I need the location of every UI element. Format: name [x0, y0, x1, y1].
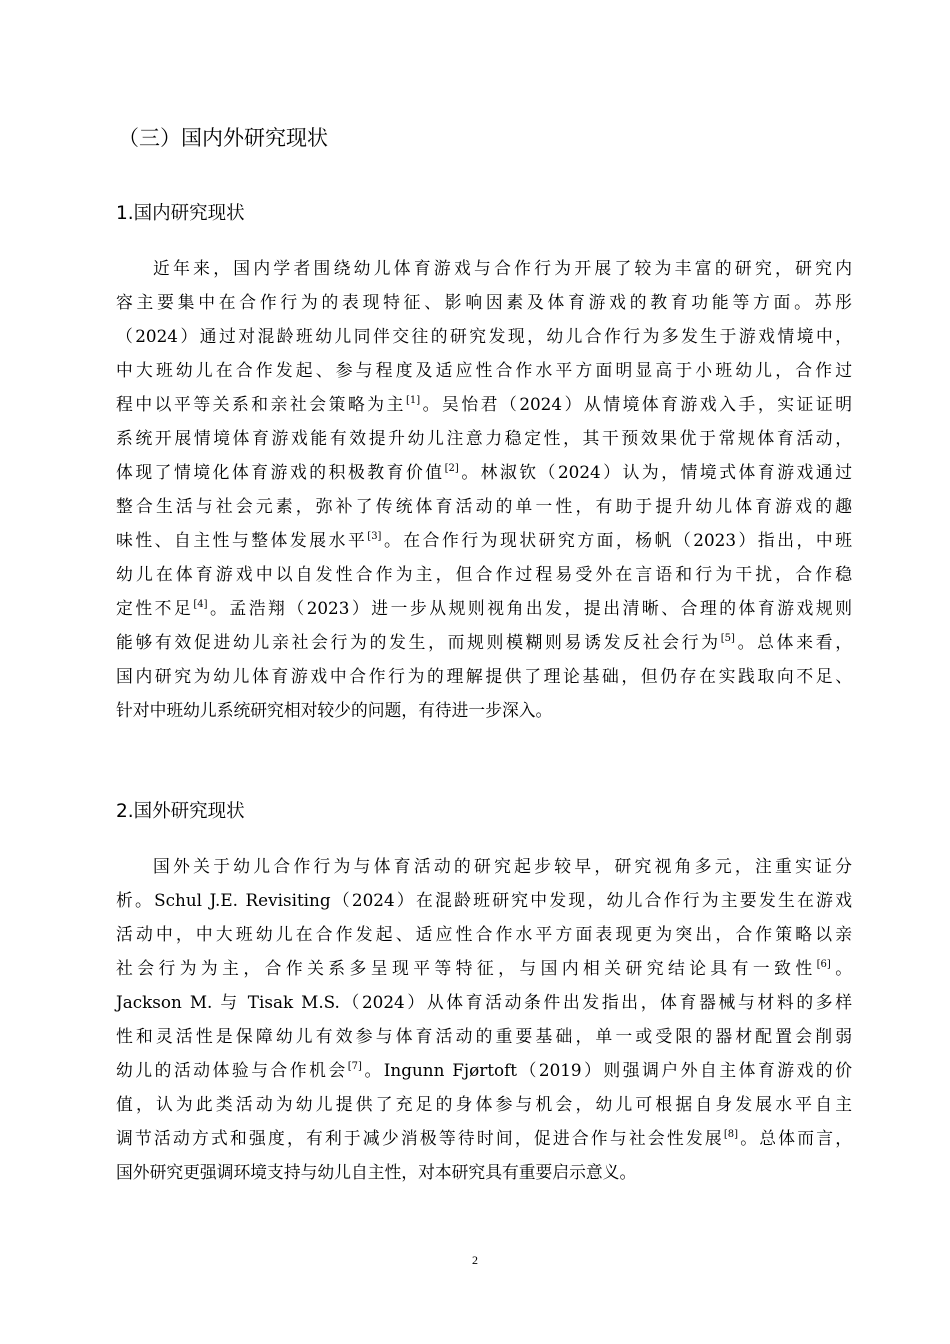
line-text: 国内研究为幼儿体育游戏中合作行为的理解提供了理论基础，但仍存在实践取向不足、	[116, 666, 852, 686]
citation-ref: [2]	[444, 463, 459, 474]
line-text-cont: 。在合作行为现状研究方面，杨帆（2023）指出，中班	[381, 530, 852, 550]
text-line	[116, 985, 852, 1019]
text-line	[116, 353, 852, 387]
citation-ref: [7]	[347, 1061, 362, 1072]
line-text: 近年来，国内学者围绕幼儿体育游戏与合作行为开展了较为丰富的研究，研究内	[153, 258, 852, 278]
line-text: 定性不足	[116, 598, 194, 618]
text-line	[116, 455, 852, 489]
foreign-paragraph	[116, 849, 852, 1189]
line-text: 系统开展情境体育游戏能有效提升幼儿注意力稳定性，其干预效果优于常规体育活动，	[116, 428, 852, 448]
text-line	[116, 319, 852, 353]
text-line	[116, 489, 852, 523]
domestic-paragraph	[116, 251, 852, 727]
line-text-cont: 。	[830, 958, 852, 978]
citation-ref: [1]	[405, 395, 421, 406]
line-text-cont: 。孟浩翔（2023）进一步从规则视角出发，提出清晰、合理的体育游戏规则	[207, 598, 852, 618]
citation-ref: [8]	[723, 1129, 739, 1140]
line-text-cont: 。总体来看，	[734, 632, 852, 652]
citation-ref: [6]	[816, 959, 831, 970]
domestic-heading: 1.国内研究现状	[116, 203, 245, 224]
text-line	[116, 421, 852, 455]
line-text: 值，认为此类活动为幼儿提供了充足的身体参与机会，幼儿可根据自身发展水平自主	[116, 1094, 852, 1114]
line-text: 析。Schul J.E. Revisiting（2024）在混龄班研究中发现，幼儿合作行为主要发生在游戏	[116, 890, 852, 910]
text-line	[116, 523, 852, 557]
line-text-cont: 。总体而言，	[738, 1128, 852, 1148]
line-text: （2024）通过对混龄班幼儿同伴交往的研究发现，幼儿合作行为多发生于游戏情境中，	[116, 326, 852, 346]
text-line	[116, 1121, 852, 1155]
foreign-heading: 2.国外研究现状	[116, 801, 245, 822]
text-line	[116, 285, 852, 319]
section-title: （三）国内外研究现状	[118, 126, 328, 150]
line-text: 整合生活与社会元素，弥补了传统体育活动的单一性，有助于提升幼儿体育游戏的趣	[116, 496, 852, 516]
text-line	[116, 1053, 852, 1087]
line-text: 幼儿的活动体验与合作机会	[116, 1060, 348, 1080]
line-text: 体现了情境化体育游戏的积极教育价值	[116, 462, 445, 482]
line-text-cont: 。吴怡君（2024）从情境体育游戏入手，实证证明	[420, 394, 852, 414]
line-text: 性和灵活性是保障幼儿有效参与体育活动的重要基础，单一或受限的器材配置会削弱	[116, 1026, 852, 1046]
line-text: 国外研究更强调环境支持与幼儿自主性，对本研究具有重要启示意义。	[116, 1162, 637, 1182]
text-line	[116, 849, 852, 883]
line-text: 容主要集中在合作行为的表现特征、影响因素及体育游戏的教育功能等方面。苏彤	[116, 292, 852, 312]
line-text: 程中以平等关系和亲社会策略为主	[116, 394, 406, 414]
page-number: 2	[472, 1253, 478, 1267]
text-line	[116, 1087, 852, 1121]
citation-ref: [5]	[720, 633, 735, 644]
line-text-cont: 。林淑钦（2024）认为，情境式体育游戏通过	[458, 462, 852, 482]
text-line	[116, 659, 852, 693]
citation-ref: [3]	[367, 531, 382, 542]
text-line	[116, 251, 852, 285]
text-line	[116, 693, 852, 727]
line-text: 味性、自主性与整体发展水平	[116, 530, 368, 550]
text-line	[116, 625, 852, 659]
line-text: 调节活动方式和强度，有利于减少消极等待时间，促进合作与社会性发展	[116, 1128, 724, 1148]
line-text: 针对中班幼儿系统研究相对较少的问题，有待进一步深入。	[116, 700, 553, 720]
text-line	[116, 917, 852, 951]
line-text: 活动中，中大班幼儿在合作发起、适应性合作水平方面表现更为突出，合作策略以亲	[116, 924, 852, 944]
text-line	[116, 1019, 852, 1053]
line-text: Jackson M. 与 Tisak M.S.（2024）从体育活动条件出发指出，体育器械与材料的多样	[116, 992, 852, 1012]
line-text: 幼儿在体育游戏中以自发性合作为主，但合作过程易受外在言语和行为干扰，合作稳	[116, 564, 852, 584]
line-text: 能够有效促进幼儿亲社会行为的发生，而规则模糊则易诱发反社会行为	[116, 632, 721, 652]
text-line	[116, 557, 852, 591]
line-text: 国外关于幼儿合作行为与体育活动的研究起步较早，研究视角多元，注重实证分	[153, 856, 852, 876]
text-line	[116, 883, 852, 917]
text-line	[116, 951, 852, 985]
line-text: 社会行为为主，合作关系多呈现平等特征，与国内相关研究结论具有一致性	[116, 958, 817, 978]
text-line	[116, 387, 852, 421]
line-text-cont: 。Ingunn Fjørtoft（2019）则强调户外自主体育游戏的价	[361, 1060, 852, 1080]
text-line	[116, 591, 852, 625]
line-text: 中大班幼儿在合作发起、参与程度及适应性合作水平方面明显高于小班幼儿，合作过	[116, 360, 852, 380]
text-line	[116, 1155, 852, 1189]
citation-ref: [4]	[193, 599, 208, 610]
